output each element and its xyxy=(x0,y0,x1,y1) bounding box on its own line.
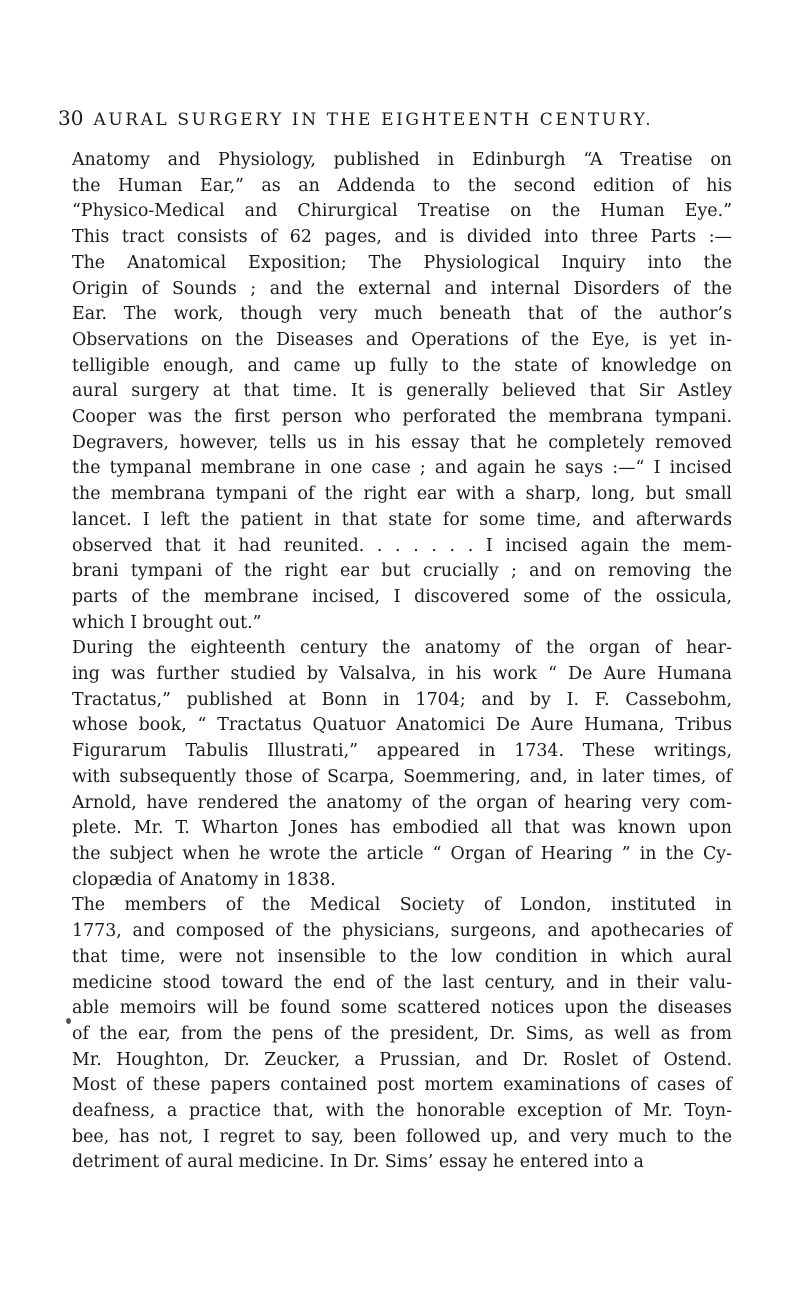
text-line: lancet. I left the patient in that state for some time, and afterwards xyxy=(72,509,732,530)
text-line: medicine stood toward the end of the last century, and in their valu- xyxy=(72,972,732,993)
page-number: 30 xyxy=(58,106,84,130)
text-line: parts of the membrane incised, I discovered some of the ossicula, xyxy=(72,586,732,607)
text-line: with subsequently those of Scarpa, Soemmering, and, in later times, of xyxy=(72,766,732,787)
text-line: aural surgery at that time. It is generally believed that Sir Astley xyxy=(72,381,732,402)
text-line: the subject when he wrote the article “ Organ of Hearing ” in the Cy- xyxy=(72,843,732,864)
text-line: telligible enough, and came up fully to the state of knowledge on xyxy=(72,355,732,376)
text-line: observed that it had reunited. . . . . . . I incised again the mem- xyxy=(72,535,732,556)
text-line: The Anatomical Exposition; The Physiological Inquiry into the xyxy=(72,252,732,273)
text-line: Most of these papers contained post mortem examinations of cases of xyxy=(72,1075,732,1096)
text-line: that time, were not insensible to the low condition in which aural xyxy=(72,946,732,967)
running-title: AURAL SURGERY IN THE EIGHTEENTH CENTURY. xyxy=(93,110,654,130)
text-line: ing was further studied by Valsalva, in his work “ De Aure Humana xyxy=(72,664,732,685)
text-line: Ear. The work, though very much beneath that of the author’s xyxy=(72,304,732,325)
running-header xyxy=(58,106,653,130)
text-line: Anatomy and Physiology, published in Edinburgh “A Treatise on xyxy=(72,150,732,170)
text-line: clopædia of Anatomy in 1838. xyxy=(72,869,336,890)
ink-speck xyxy=(66,1018,71,1024)
text-line: Degravers, however, tells us in his essay that he completely removed xyxy=(72,432,732,453)
text-line: plete. Mr. T. Wharton Jones has embodied all that was known upon xyxy=(72,818,732,839)
text-line: detriment of aural medicine. In Dr. Sims’ essay he entered into a xyxy=(72,1152,644,1173)
text-line: bee, has not, I regret to say, been followed up, and very much to the xyxy=(72,1126,732,1147)
text-line: Observations on the Diseases and Operations of the Eye, is yet in- xyxy=(72,329,732,350)
text-line: This tract consists of 62 pages, and is divided into three Parts :— xyxy=(72,227,732,248)
text-line: the membrana tympani of the right ear with a sharp, long, but small xyxy=(72,484,732,505)
text-line: 1773, and composed of the physicians, surgeons, and apothecaries of xyxy=(72,921,732,942)
text-line: Tractatus,” published at Bonn in 1704; and by I. F. Cassebohm, xyxy=(72,689,732,710)
text-line: Mr. Houghton, Dr. Zeucker, a Prussian, and Dr. Roslet of Ostend. xyxy=(72,1049,732,1070)
text-line: Origin of Sounds ; and the external and internal Disorders of the xyxy=(72,278,732,299)
text-line: Cooper was the first person who perforated the membrana tympani. xyxy=(72,407,732,428)
text-line: Figurarum Tabulis Illustrati,” appeared in 1734. These writings, xyxy=(72,741,732,762)
text-line: of the ear, from the pens of the president, Dr. Sims, as well as from xyxy=(72,1023,732,1044)
text-line: The members of the Medical Society of London, instituted in xyxy=(72,895,732,916)
text-line: During the eighteenth century the anatomy of the organ of hear- xyxy=(72,638,732,659)
text-line: which I brought out.” xyxy=(72,612,262,633)
body-text xyxy=(72,148,732,1176)
text-line: deafness, a practice that, with the honorable exception of Mr. Toyn- xyxy=(72,1101,732,1122)
text-line: whose book, “ Tractatus Quatuor Anatomici De Aure Humana, Tribus xyxy=(72,715,732,736)
text-line: able memoirs will be found some scattered notices upon the diseases xyxy=(72,998,732,1019)
text-line: Arnold, have rendered the anatomy of the organ of hearing very com- xyxy=(72,792,732,813)
text-line: the tympanal membrane in one case ; and again he says :—“ I incised xyxy=(72,458,732,479)
text-line: the Human Ear,” as an Addenda to the second edition of his xyxy=(72,175,732,196)
text-line: “Physico-Medical and Chirurgical Treatise on the Human Eye.” xyxy=(72,201,732,222)
text-line: brani tympani of the right ear but crucially ; and on removing the xyxy=(72,561,732,582)
